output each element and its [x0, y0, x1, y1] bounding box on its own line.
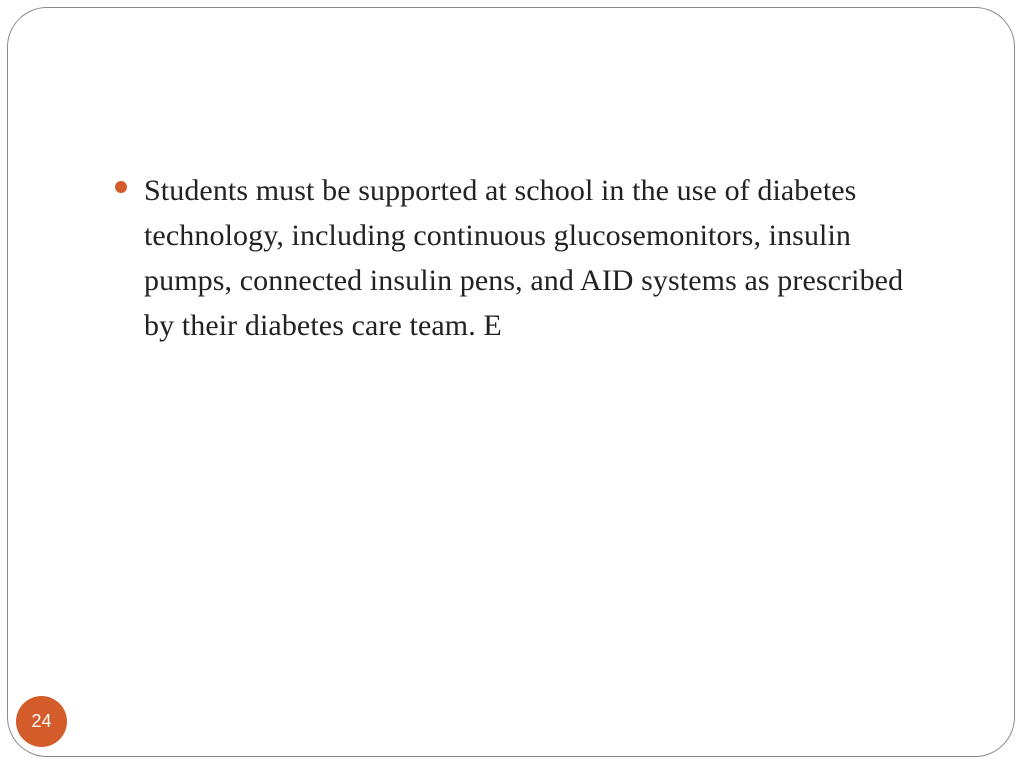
bullet-item [114, 168, 934, 348]
slide-body [114, 168, 934, 348]
page-number: 24 [31, 711, 52, 731]
slide-frame [7, 7, 1015, 757]
bullet-dot-icon [115, 181, 127, 193]
bullet-text: Students must be supported at school in the use of diabetes technology, including continuous glucosemonitors, insulin pumps, connected insulin pens, and AID systems as prescribed by their diabetes care team. E [144, 174, 904, 342]
page-number-badge [16, 696, 67, 747]
